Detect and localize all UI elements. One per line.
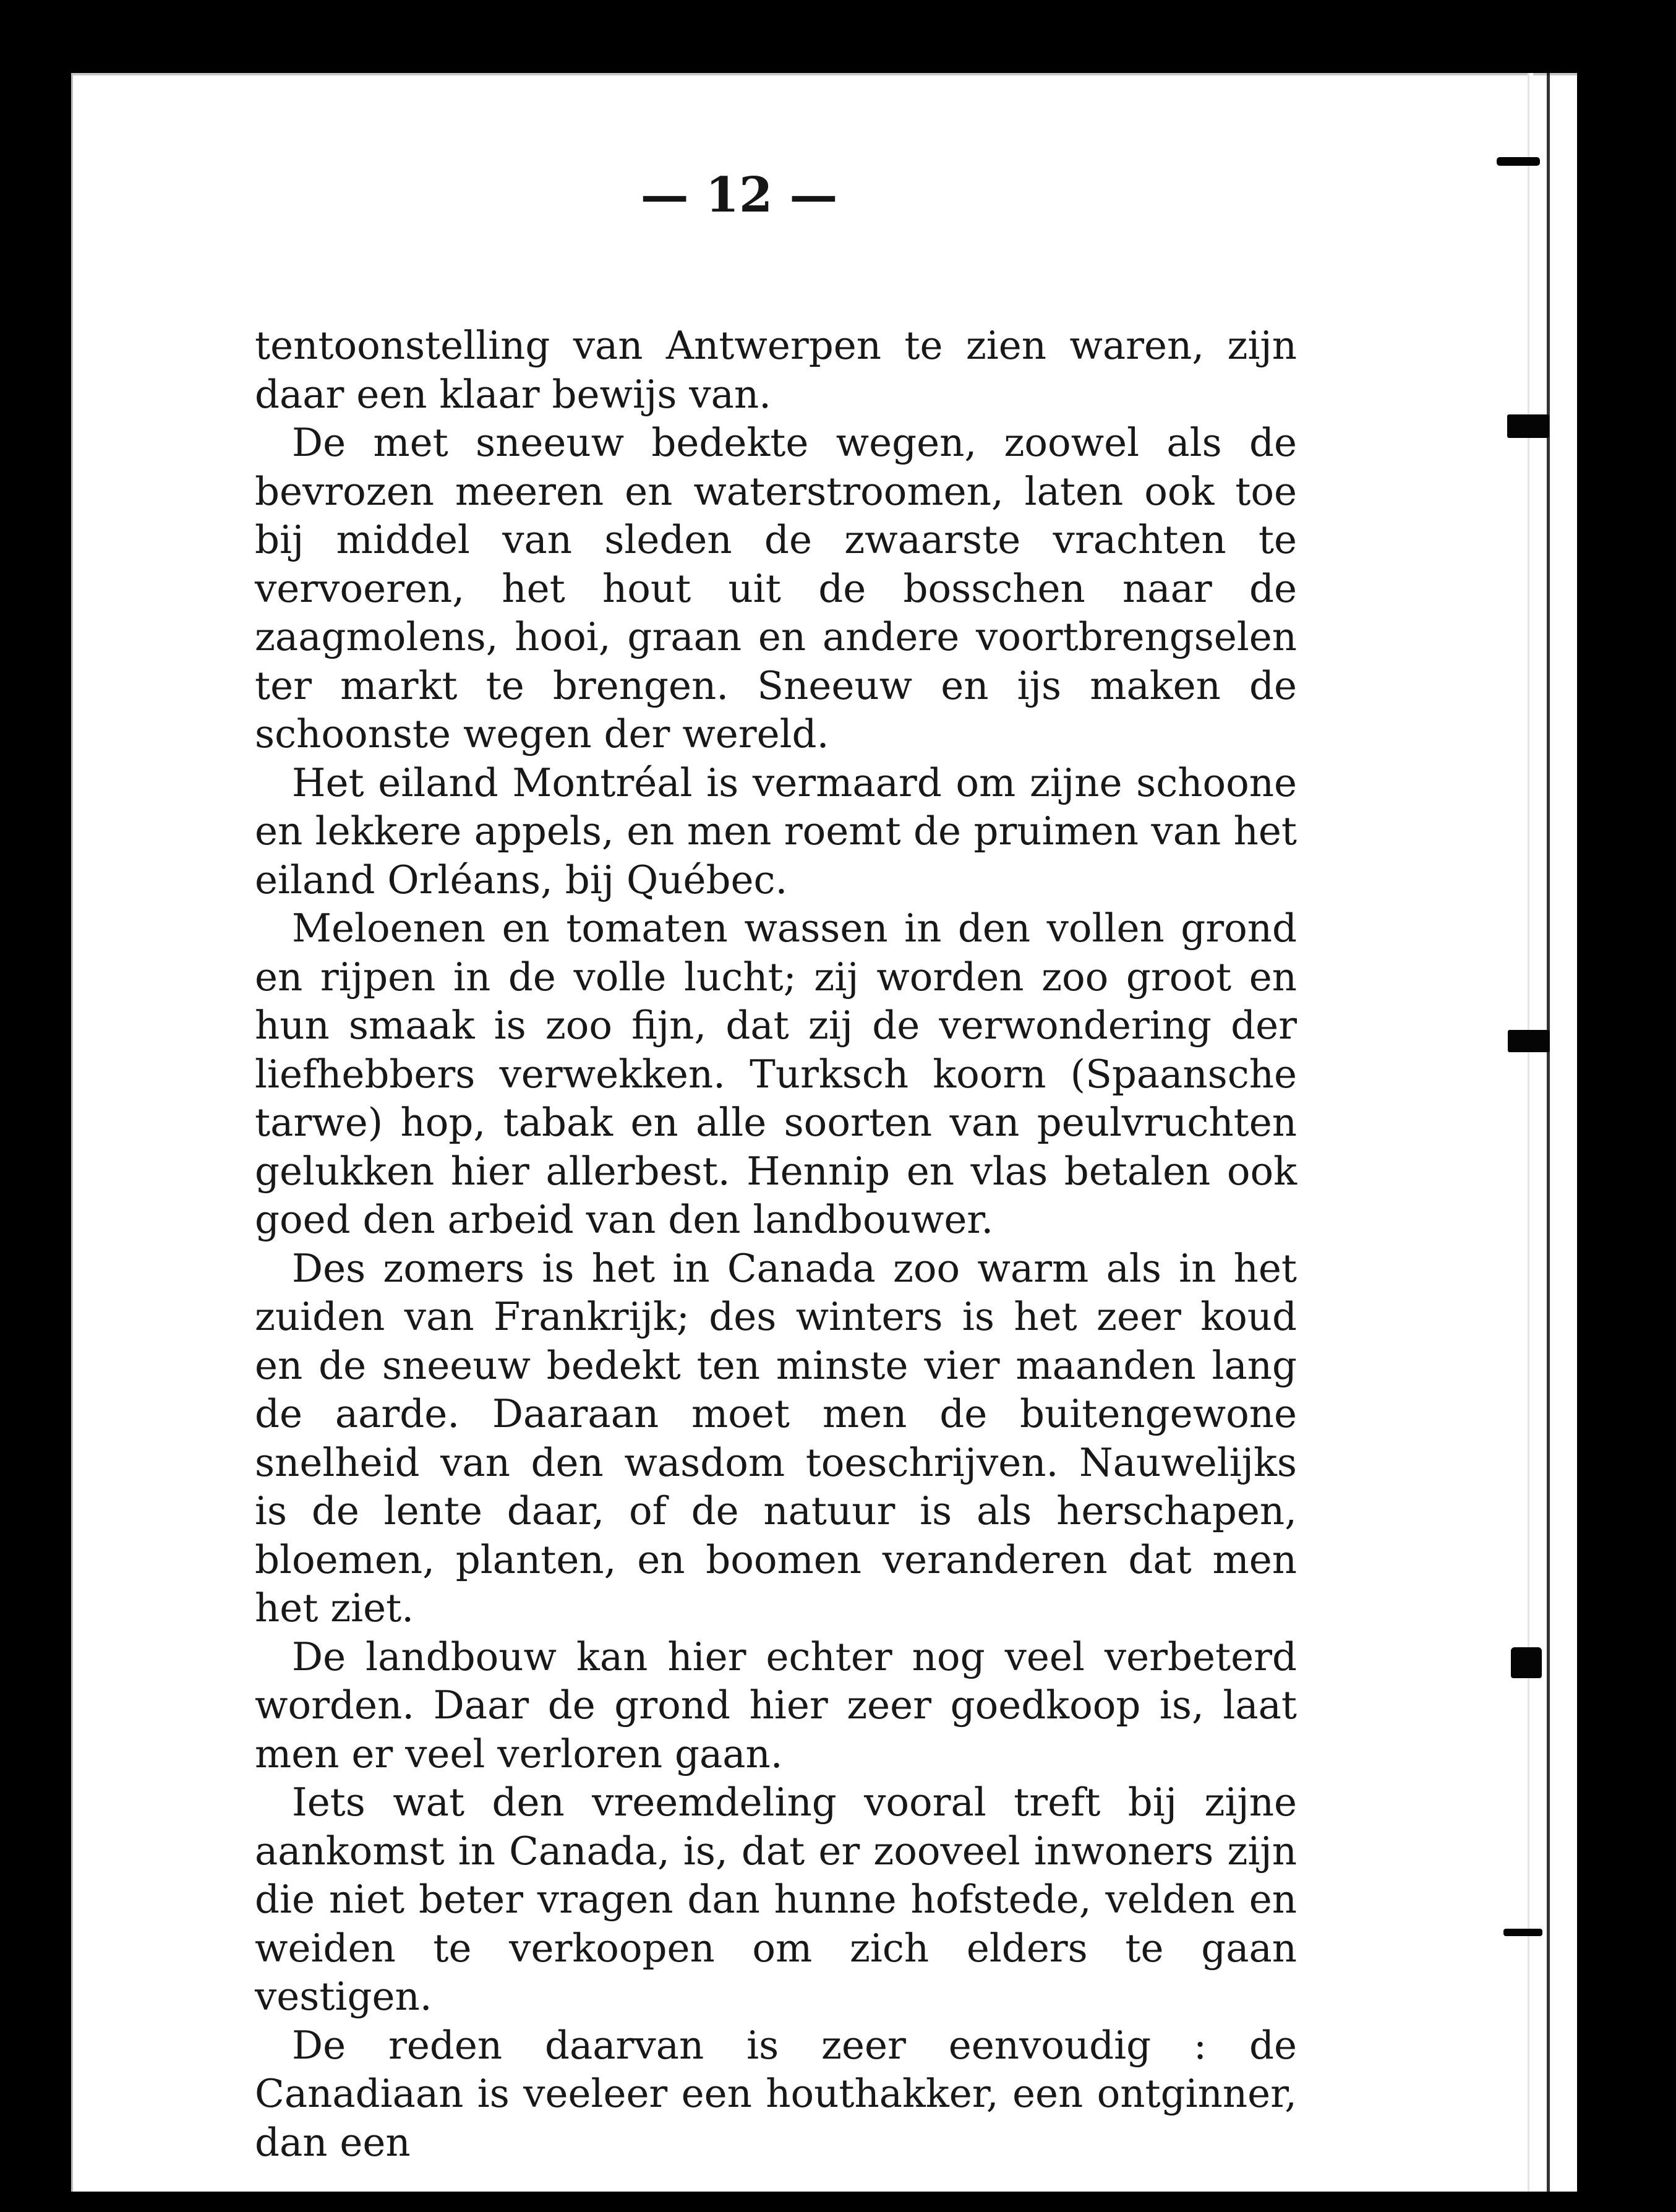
page-left-edge (71, 73, 73, 2192)
page-number: — 12 — (640, 167, 838, 223)
paragraph: tentoonstelling van Antwerpen te zien waren, zijn daar een klaar bewijs van. (255, 323, 1297, 417)
paragraph: Des zomers is het in Canada zoo warm als in het zuiden van Frankrijk; des winters is het zeer koud en de sneeuw bedekt ten minste vier maanden lang de aarde. Daaraan moet men de buitengewone snelheid van den wasdom toeschrijven. Nauwelijks is de lente daar, of de natuur is als herschapen, bloemen, planten, en boomen veranderen dat men het ziet. (255, 1245, 1297, 1631)
binding-stitch-mark (1503, 1929, 1542, 1936)
page-top-edge (71, 73, 1577, 75)
paragraph: De landbouw kan hier echter nog veel verbeterd worden. Daar de grond hier zeer goedkoop is, laat men er veel verloren gaan. (255, 1634, 1297, 1777)
paragraph: Iets wat den vreemdeling vooral treft bij zijne aankomst in Canada, is, dat er zooveel inwoners zijn die niet beter vragen dan hunne hofstede, velden en weiden te verkoopen om zich elders te gaan vestigen. (255, 1780, 1297, 2019)
paragraph: De met sneeuw bedekte wegen, zoowel als de bevrozen meeren en waterstroomen, laten ook toe bij middel van sleden de zwaarste vrachten te vervoeren, het hout uit de bosschen naar de zaagmolens, hooi, graan en andere voortbrengselen ter markt te brengen. Sneeuw en ijs maken de schoonste wegen der wereld. (255, 420, 1297, 757)
binding-stitch-mark (1507, 414, 1549, 438)
binding-edge (1528, 73, 1533, 2192)
paragraph: Het eiland Montréal is vermaard om zijne schoone en lekkere appels, en men roemt de pruimen van het eiland Orléans, bij Québec. (255, 760, 1297, 902)
binding-stitch-mark (1508, 1030, 1550, 1052)
paragraph: De reden daarvan is zeer eenvoudig : de Canadiaan is veeleer een houthakker, een ontginner, dan een (255, 2022, 1297, 2165)
binding-stitch-mark (1511, 1647, 1542, 1678)
body-text (255, 322, 1297, 2167)
paragraph: Meloenen en tomaten wassen in den vollen grond en rijpen in de volle lucht; zij worden zoo groot en hun smaak is zoo fijn, dat zij de verwondering der liefhebbers verwekken. Turksch koorn (Spaansche tarwe) hop, tabak en alle soorten van peulvruchten gelukken hier allerbest. Hennip en vlas betalen ook goed den arbeid van den landbouwer. (255, 906, 1297, 1242)
binding-stitch-mark (1497, 157, 1540, 166)
